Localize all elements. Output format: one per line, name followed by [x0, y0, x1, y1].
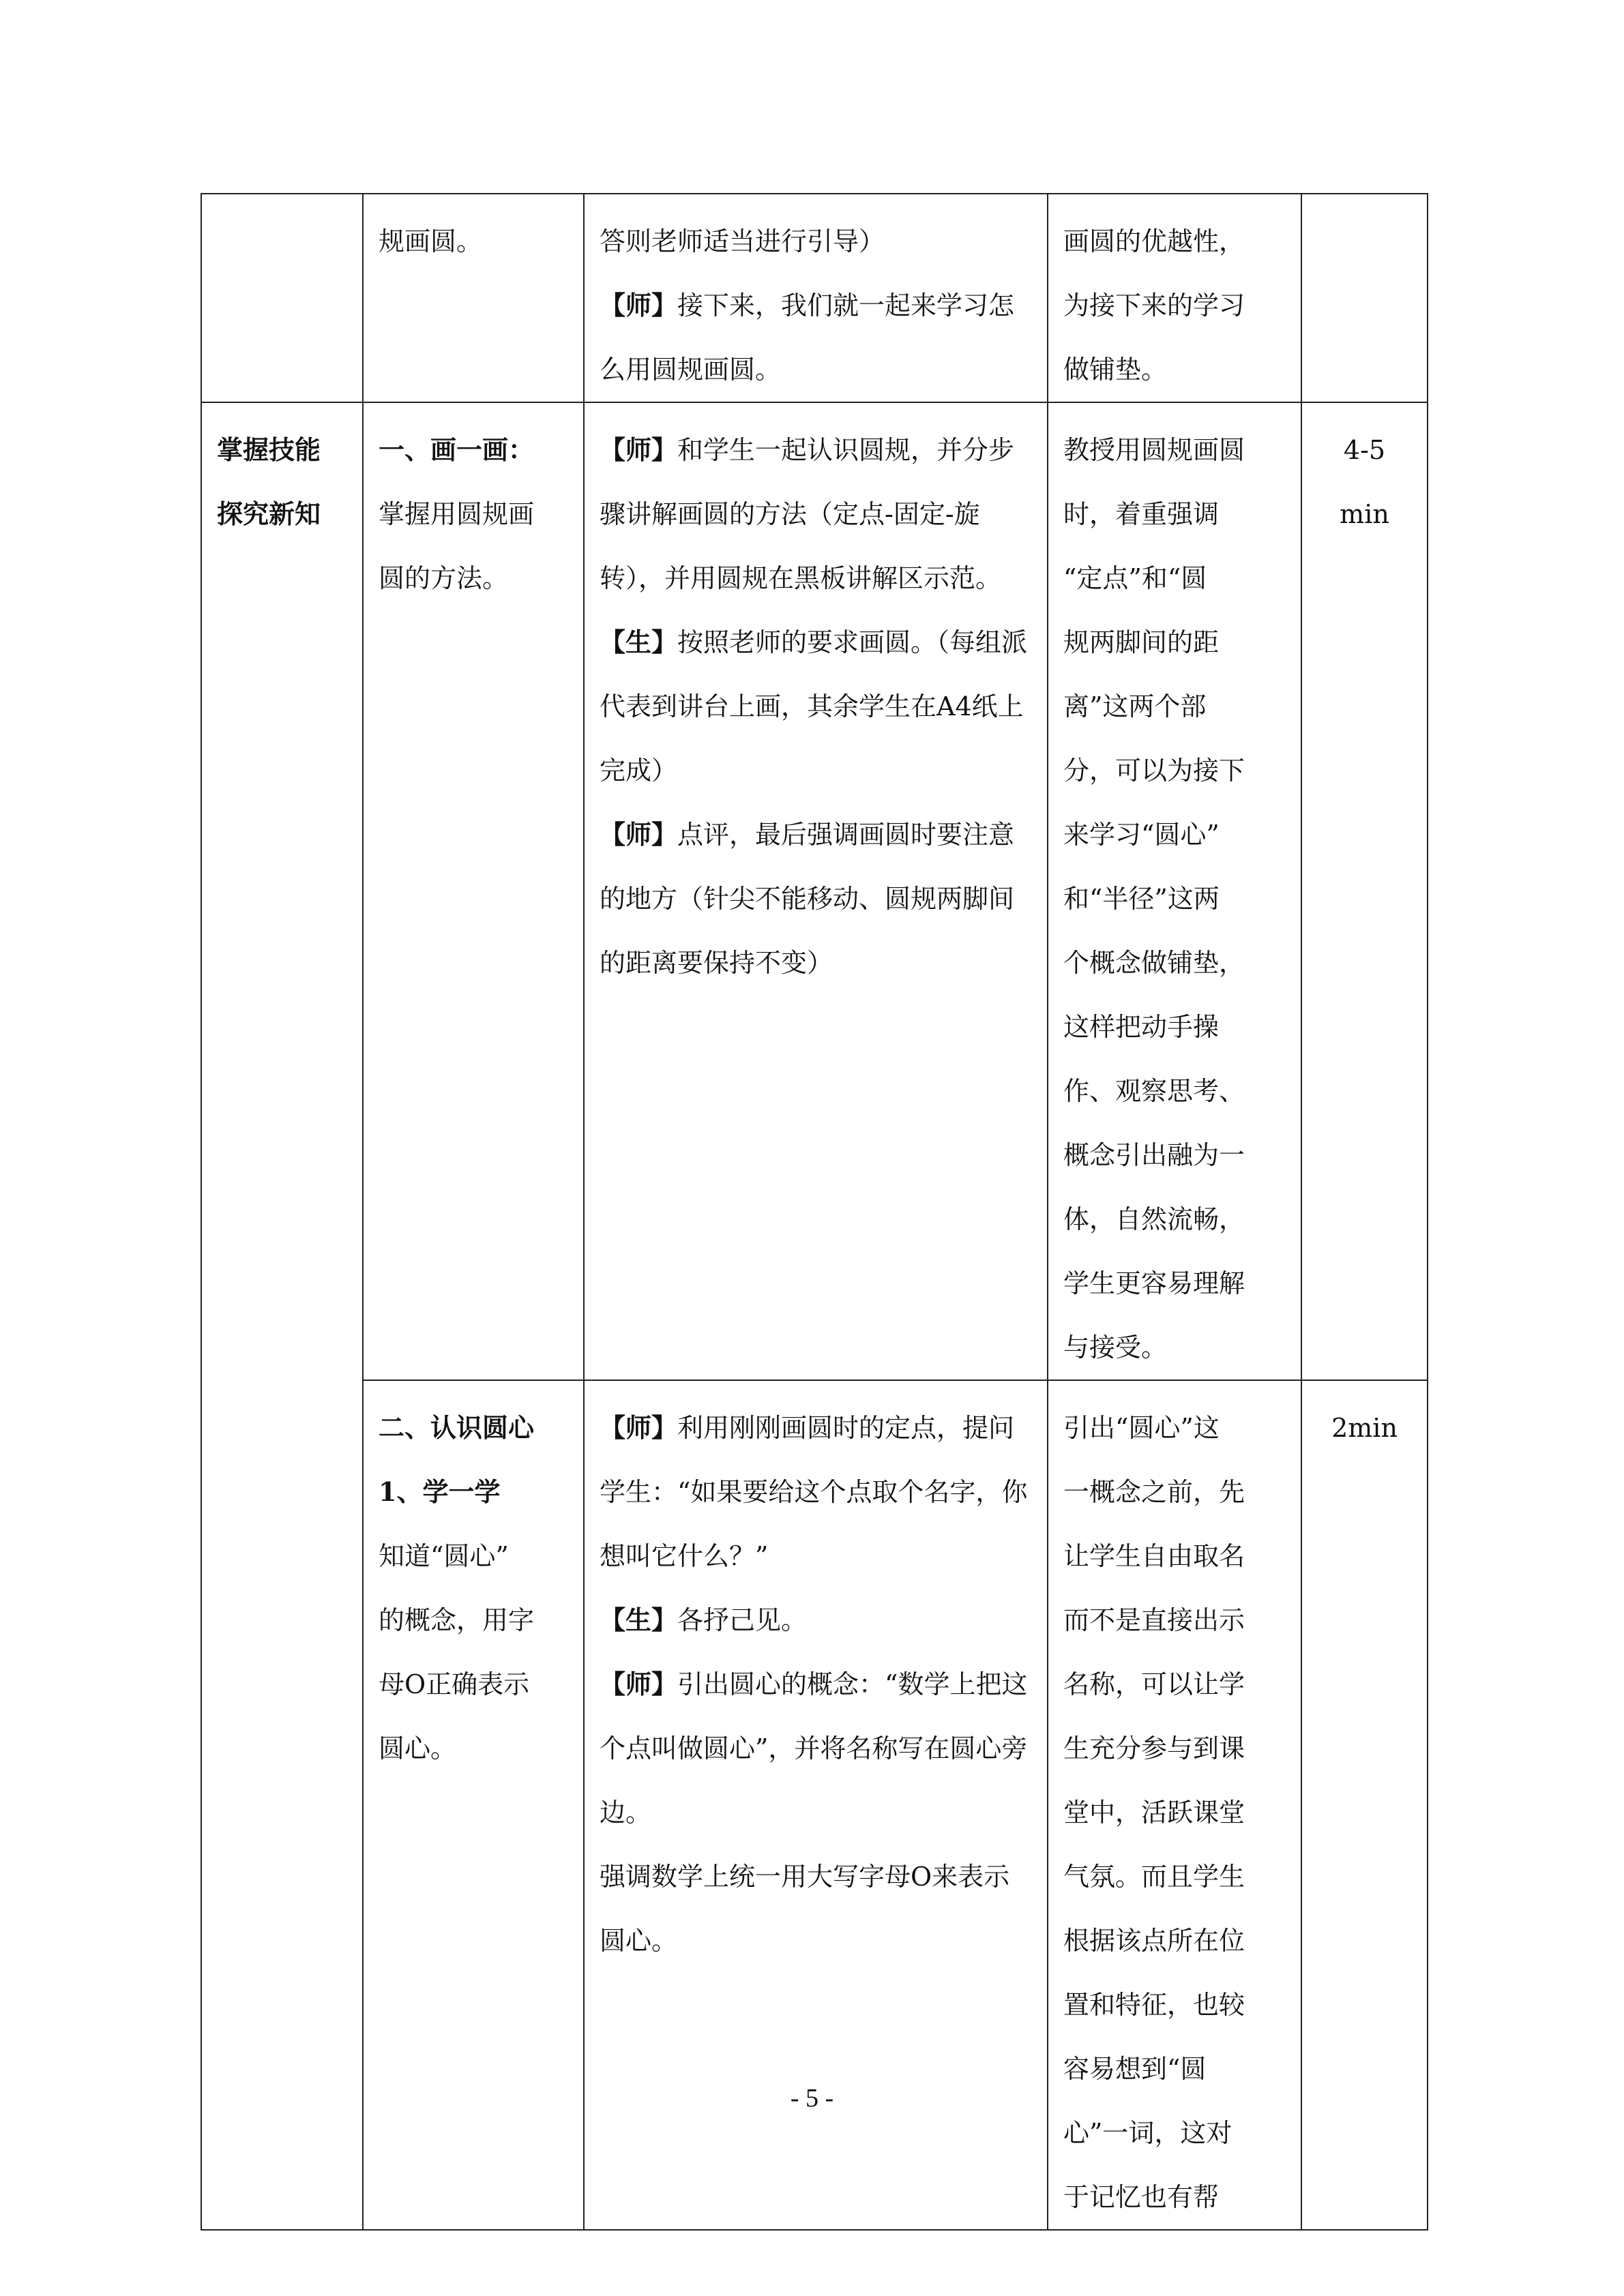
purpose-line: 生充分参与到课 [1063, 1733, 1245, 1763]
process-item [600, 610, 1032, 803]
purpose-line: 学生更容易理解 [1063, 1268, 1245, 1298]
role-tag: 【师】 [600, 819, 678, 850]
purpose-line: 作、观察思考、 [1063, 1076, 1245, 1106]
process-item [600, 418, 1032, 610]
purpose-line: 概念引出融为一 [1063, 1140, 1245, 1170]
stage-line: 掌握技能 [217, 434, 321, 465]
stage-line: 探究新知 [217, 498, 321, 529]
purpose-line: 画圆的优越性， [1063, 226, 1245, 256]
goal-line: 掌握用圆规画 [379, 499, 535, 529]
purpose-line: 做铺垫。 [1063, 355, 1168, 385]
purpose-line: 气氛。而且学生 [1063, 1862, 1245, 1892]
role-tag: 【师】 [600, 1669, 678, 1699]
purpose-line: 为接下来的学习 [1063, 290, 1245, 320]
stage-cell [201, 402, 363, 2230]
purpose-line: 来学习“圆心” [1063, 820, 1220, 850]
purpose-line: 分，可以为接下 [1063, 756, 1245, 786]
process-item [600, 1396, 1032, 1588]
purpose-line: 规两脚间的距 [1063, 627, 1220, 657]
goal-title: 一、画一画： [379, 434, 535, 465]
time-value: min [1340, 499, 1389, 529]
role-tag: 【生】 [600, 1605, 678, 1635]
purpose-line: 容易想到“圆 [1063, 2054, 1207, 2084]
process-text: 引出圆心的概念：“数学上把这个点叫做圆心”，并将名称写在圆心旁边。 [600, 1669, 1028, 1828]
purpose-line: 于记忆也有帮 [1063, 2182, 1220, 2212]
process-item [600, 1652, 1032, 1845]
lesson-plan-table [201, 193, 1428, 2231]
time-cell [1301, 194, 1428, 402]
purpose-line: 而不是直接出示 [1063, 1605, 1245, 1635]
process-text: 接下来，我们就一起来学习怎么用圆规画圆。 [600, 290, 1015, 385]
purpose-line: 让学生自由取名 [1063, 1541, 1245, 1571]
time-cell [1301, 402, 1428, 1380]
goal-line: 母O正确表示 [379, 1669, 530, 1699]
purpose-line: 根据该点所在位 [1063, 1926, 1245, 1956]
goal-line: 知道“圆心” [379, 1541, 509, 1571]
role-tag: 【师】 [600, 434, 678, 465]
process-item [600, 273, 1032, 402]
role-tag: 【师】 [600, 290, 678, 320]
process-cell [584, 194, 1048, 402]
process-text: 利用刚刚画圆时的定点，提问学生：“如果要给这个点取个名字，你想叫它什么？” [600, 1413, 1028, 1571]
purpose-line: 置和特征，也较 [1063, 1990, 1245, 2020]
purpose-line: 一概念之前，先 [1063, 1477, 1245, 1507]
purpose-line: “定点”和“圆 [1063, 563, 1207, 593]
purpose-line: 离”这两个部 [1063, 691, 1207, 721]
goal-title: 二、认识圆心 [379, 1412, 535, 1443]
purpose-cell [1048, 402, 1301, 1380]
goal-line: 圆心。 [379, 1733, 457, 1763]
purpose-line: 心”一词，这对 [1063, 2118, 1232, 2148]
process-text: 和学生一起认识圆规，并分步骤讲解画圆的方法（定点-固定-旋转），并用圆规在黑板讲解区示范。 [600, 435, 1015, 593]
goal-cell [363, 194, 584, 402]
purpose-line: 时，着重强调 [1063, 499, 1220, 529]
role-tag: 【师】 [600, 1412, 678, 1443]
purpose-line: 引出“圆心”这 [1063, 1413, 1220, 1443]
process-cell [584, 402, 1048, 1380]
purpose-line: 堂中，活跃课堂 [1063, 1798, 1245, 1828]
process-item [600, 1588, 1032, 1652]
process-item [600, 803, 1032, 995]
process-text: 答则老师适当进行引导） [600, 226, 885, 256]
purpose-line: 与接受。 [1063, 1332, 1168, 1362]
purpose-line: 体，自然流畅， [1063, 1204, 1245, 1234]
goal-line: 规画圆。 [379, 226, 483, 256]
process-text: 按照老师的要求画圆。（每组派代表到讲台上画，其余学生在A4纸上完成） [600, 627, 1028, 786]
purpose-line: 和“半径”这两 [1063, 884, 1220, 914]
goal-line: 的概念，用字 [379, 1605, 535, 1635]
goal-line: 圆的方法。 [379, 563, 509, 593]
time-value: 4-5 [1343, 435, 1386, 465]
process-item [600, 1845, 1032, 1973]
goal-subtitle: 1、学一学 [379, 1476, 501, 1507]
purpose-line: 个概念做铺垫， [1063, 948, 1245, 978]
process-text: 强调数学上统一用大写字母O来表示圆心。 [600, 1862, 1010, 1956]
purpose-line: 这样把动手操 [1063, 1012, 1220, 1042]
purpose-cell [1048, 194, 1301, 402]
table-row [201, 194, 1428, 402]
role-tag: 【生】 [600, 627, 678, 657]
table-row [201, 402, 1428, 1380]
goal-cell [363, 402, 584, 1380]
stage-cell [201, 194, 363, 402]
page-number: - 5 - [790, 2084, 834, 2113]
process-text: 点评，最后强调画圆时要注意的地方（针尖不能移动、圆规两脚间的距离要保持不变） [600, 820, 1015, 978]
purpose-line: 教授用圆规画圆 [1063, 435, 1245, 465]
time-value: 2min [1331, 1413, 1398, 1443]
process-text: 各抒己见。 [677, 1605, 808, 1635]
purpose-line: 名称，可以让学 [1063, 1669, 1245, 1699]
